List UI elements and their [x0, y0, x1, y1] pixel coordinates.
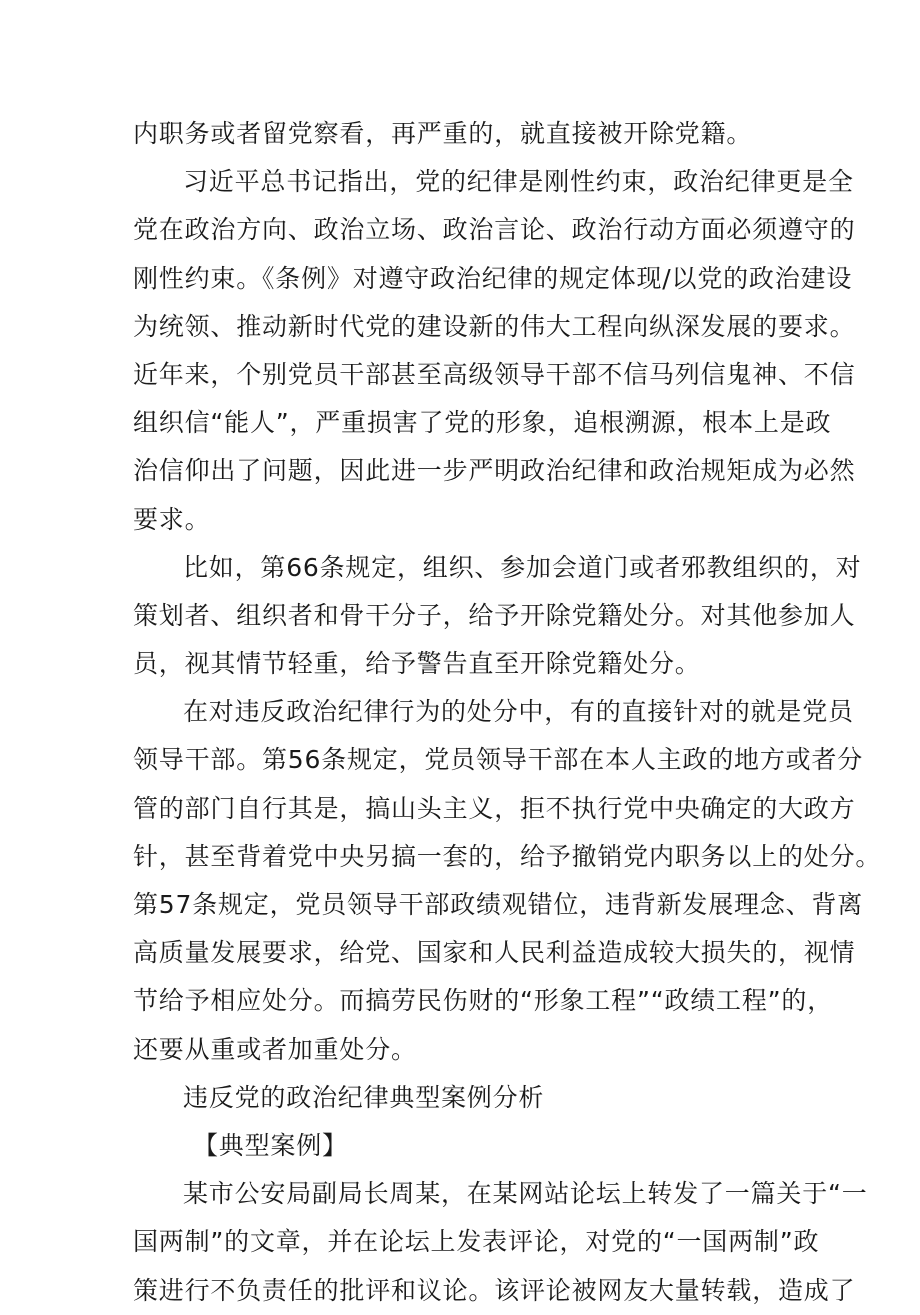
text-line: 员，视其情节轻重，给予警告直至开除党籍处分。 — [133, 649, 701, 679]
text-line: 近年来，个别党员干部甚至高级领导干部不信马列信鬼神、不信 — [133, 359, 856, 389]
text-line: 内职务或者留党察看，再严重的，就直接被开除党籍。 — [133, 119, 753, 148]
text-line: 领导干部。第56条规定，党员领导干部在本人主政的地方或者分 — [133, 745, 864, 775]
paragraph-start-line: 某市公安局副局长周某，在某网站论坛上转发了一篇关于“一 — [183, 1179, 868, 1209]
text-line: 党在政治方向、政治立场、政治言论、政治行动方面必须遵守的 — [133, 215, 856, 245]
text-line: 高质量发展要求，给党、国家和人民利益造成较大损失的，视情 — [133, 938, 856, 968]
text-line: 管的部门自行其是，搞山头主义，拒不执行党中央确定的大政方 — [133, 793, 856, 823]
text-line: 要求。 — [133, 504, 211, 534]
section-heading: 违反党的政治纪律典型案例分析 — [183, 1082, 545, 1112]
paragraph-start-line: 在对违反政治纪律行为的处分中，有的直接针对的就是党员 — [183, 697, 854, 727]
paragraph-start-line: 习近平总书记指出，党的纪律是刚性约束，政治纪律更是全 — [183, 167, 854, 197]
text-line: 第57条规定，党员领导干部政绩观错位，违背新发展理念、背离 — [133, 890, 864, 919]
text-line: 策划者、组织者和骨干分子，给予开除党籍处分。对其他参加人 — [133, 600, 856, 630]
text-line: 国两制”的文章，并在论坛上发表评论，对党的“一国两制”政 — [133, 1227, 820, 1257]
text-line: 策进行不负责任的批评和议论。该评论被网友大量转载，造成了 — [133, 1275, 856, 1305]
text-line: 治信仰出了问题，因此进一步严明政治纪律和政治规矩成为必然 — [133, 456, 856, 486]
text-line: 组织信“能人”，严重损害了党的形象，追根溯源，根本上是政 — [133, 408, 832, 438]
text-line: 针，甚至背着党中央另搞一套的，给予撤销党内职务以上的处分。 — [133, 841, 882, 871]
text-line: 还要从重或者加重处分。 — [133, 1034, 417, 1064]
document-body — [133, 110, 882, 1315]
text-line: 刚性约束。《条例》对遵守政治纪律的规定体现/以党的政治建设 — [133, 263, 853, 293]
case-heading: 【典型案例】 — [193, 1130, 348, 1160]
paragraph-start-line: 比如，第66条规定，组织、参加会道门或者邪教组织的，对 — [183, 552, 862, 582]
text-line: 节给予相应处分。而搞劳民伤财的“形象工程”“政绩工程”的， — [133, 986, 834, 1016]
text-line: 为统领、推动新时代党的建设新的伟大工程向纵深发展的要求。 — [133, 311, 856, 341]
